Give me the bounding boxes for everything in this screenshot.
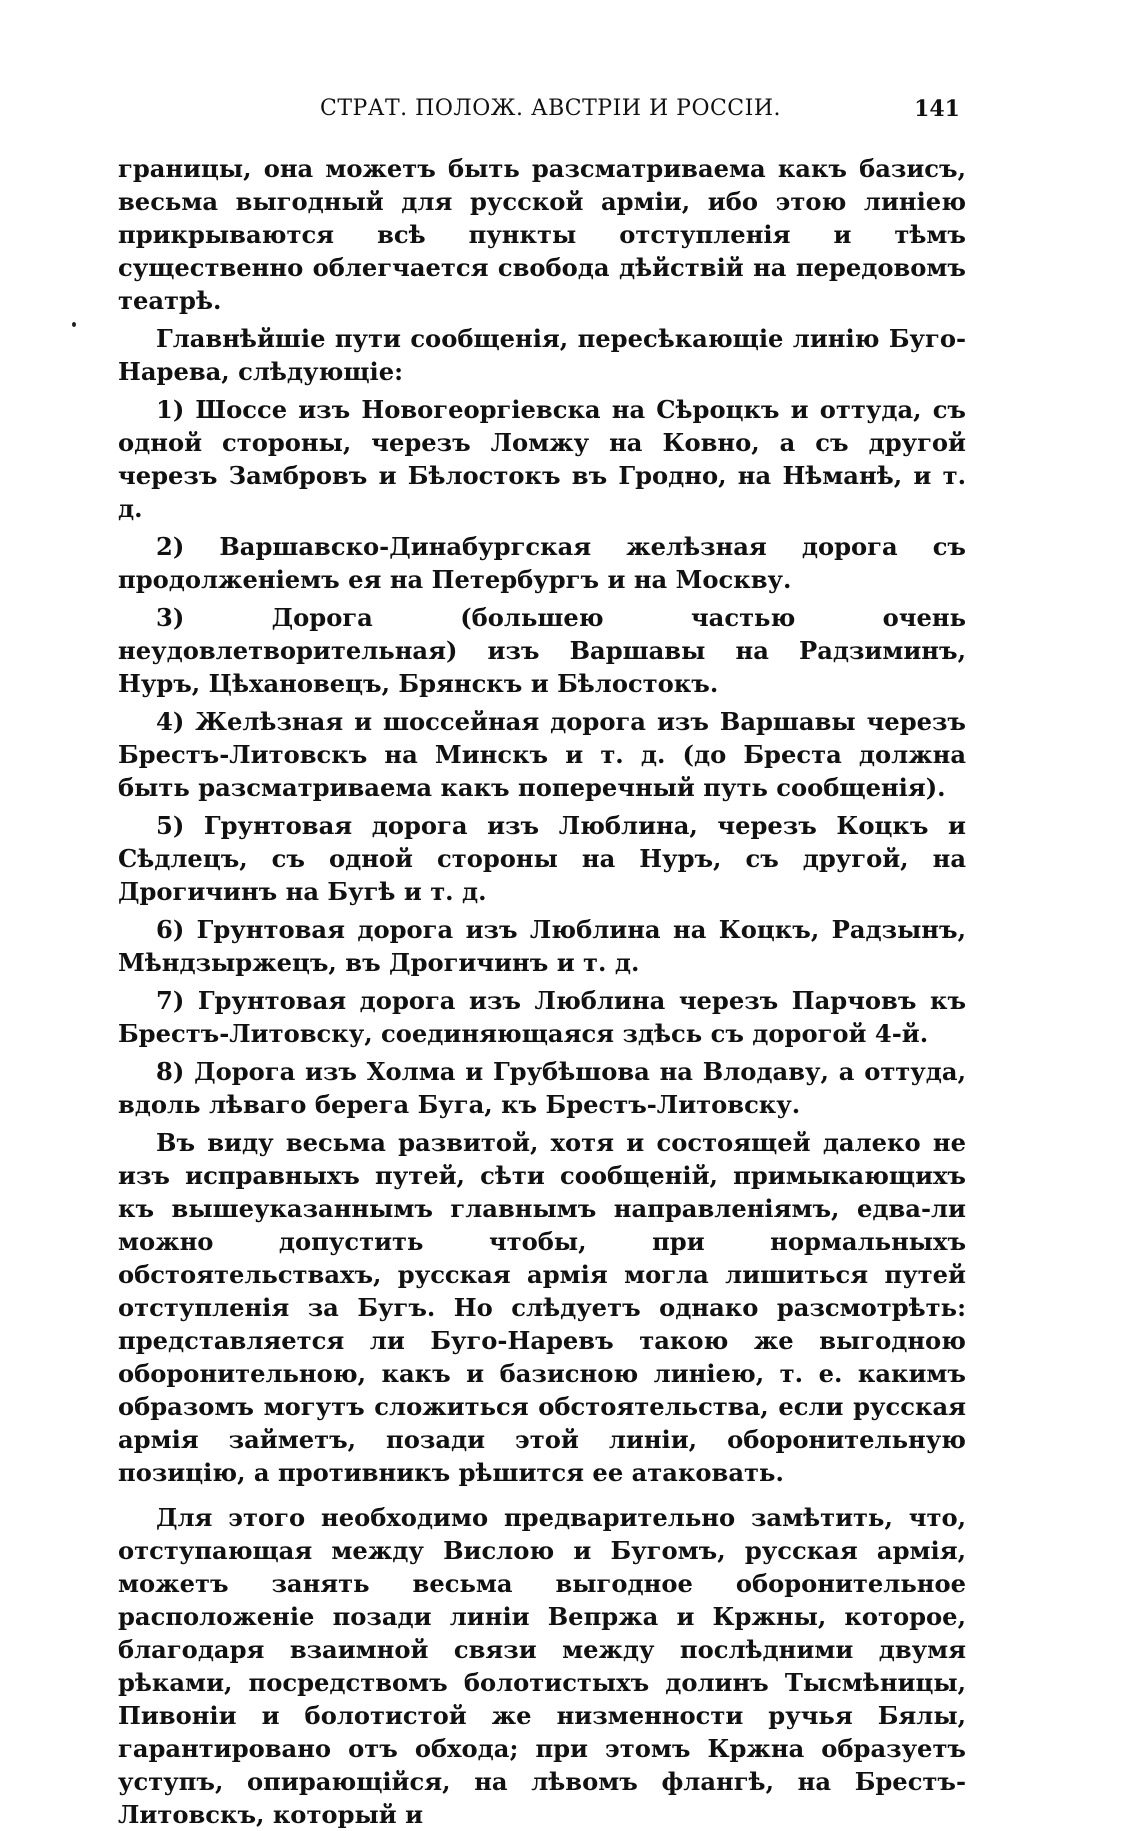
paragraph-continuation: границы, она можетъ быть разсматриваема какъ базисъ, весьма выгодный для русской арміи, ибо этою линіею прикрываются всѣ пункты отступленія и тѣмъ существенно облегчается свобода дѣйствій на передовомъ театрѣ. xyxy=(118,154,966,315)
print-speck xyxy=(72,322,76,327)
body-text xyxy=(118,152,966,1831)
running-title: СТРАТ. ПОЛОЖ. АВСТРІИ И РОССІИ. xyxy=(320,96,782,121)
paragraph-analysis: Въ виду весьма развитой, хотя и состоящей далеко не изъ исправныхъ путей, сѣти сообщеній, примыкающихъ къ вышеуказаннымъ главнымъ направленіямъ, едва-ли можно допустить чтобы, при нормальныхъ обстоятельствахъ, русская армія могла лишиться путей отступленія за Бугъ. Но слѣдуетъ однако разсмотрѣть: представляется ли Буго-Наревъ такою же выгодною оборонительною, какъ и базисною линіею, т. е. какимъ образомъ могутъ сложиться обстоятельства, если русская армія займетъ, позади этой линіи, оборонительную позицію, а противникъ рѣшится ее атаковать. xyxy=(118,1128,966,1487)
list-item-route-6: 6) Грунтовая дорога изъ Люблина на Коцкъ, Радзынъ, Мѣндзыржецъ, въ Дрогичинъ и т. д. xyxy=(118,915,966,977)
running-header xyxy=(120,96,960,128)
paragraph-defensive-position: Для этого необходимо предварительно замѣтить, что, отступающая между Вислою и Бугомъ, русская армія, можетъ занять весьма выгодное оборонительное расположеніе позади линіи Вепржа и Кржны, которое, благодаря взаимной связи между послѣдними двумя рѣками, посредствомъ болотистыхъ долинъ Тысмѣницы, Пивоніи и болотистой же низменности ручья Бялы, гарантировано отъ обхода; при этомъ Кржна образуетъ уступъ, опирающійся, на лѣвомъ флангѣ, на Брестъ-Литовскъ, который и xyxy=(118,1503,966,1829)
list-item-route-3: 3) Дорога (большею частью очень неудовлетворительная) изъ Варшавы на Радзиминъ, Нуръ, Цѣхановецъ, Брянскъ и Бѣлостокъ. xyxy=(118,603,966,698)
paragraph-routes-intro: Главнѣйшіе пути сообщенія, пересѣкающіе линію Буго-Нарева, слѣдующіе: xyxy=(118,324,966,386)
list-item-route-7: 7) Грунтовая дорога изъ Люблина черезъ Парчовъ къ Брестъ-Литовску, соединяющаяся здѣсь съ дорогой 4-й. xyxy=(118,986,966,1048)
list-item-route-1: 1) Шоссе изъ Новогеоргіевска на Сѣроцкъ и оттуда, съ одной стороны, черезъ Ломжу на Ковно, а съ другой черезъ Замбровъ и Бѣлостокъ въ Гродно, на Нѣманѣ, и т. д. xyxy=(118,395,966,523)
list-item-route-8: 8) Дорога изъ Холма и Грубѣшова на Влодаву, а оттуда, вдоль лѣваго берега Буга, къ Брестъ-Литовску. xyxy=(118,1057,966,1119)
list-item-route-4: 4) Желѣзная и шоссейная дорога изъ Варшавы черезъ Брестъ-Литовскъ на Минскъ и т. д. (до Бреста должна быть разсматриваема какъ поперечный путь сообщенія). xyxy=(118,707,966,802)
list-item-route-2: 2) Варшавско-Динабургская желѣзная дорога съ продолженіемъ ея на Петербургъ и на Москву. xyxy=(118,532,966,594)
page-number: 141 xyxy=(914,96,960,122)
list-item-route-5: 5) Грунтовая дорога изъ Люблина, черезъ Коцкъ и Сѣдлецъ, съ одной стороны на Нуръ, съ другой, на Дрогичинъ на Бугѣ и т. д. xyxy=(118,811,966,906)
